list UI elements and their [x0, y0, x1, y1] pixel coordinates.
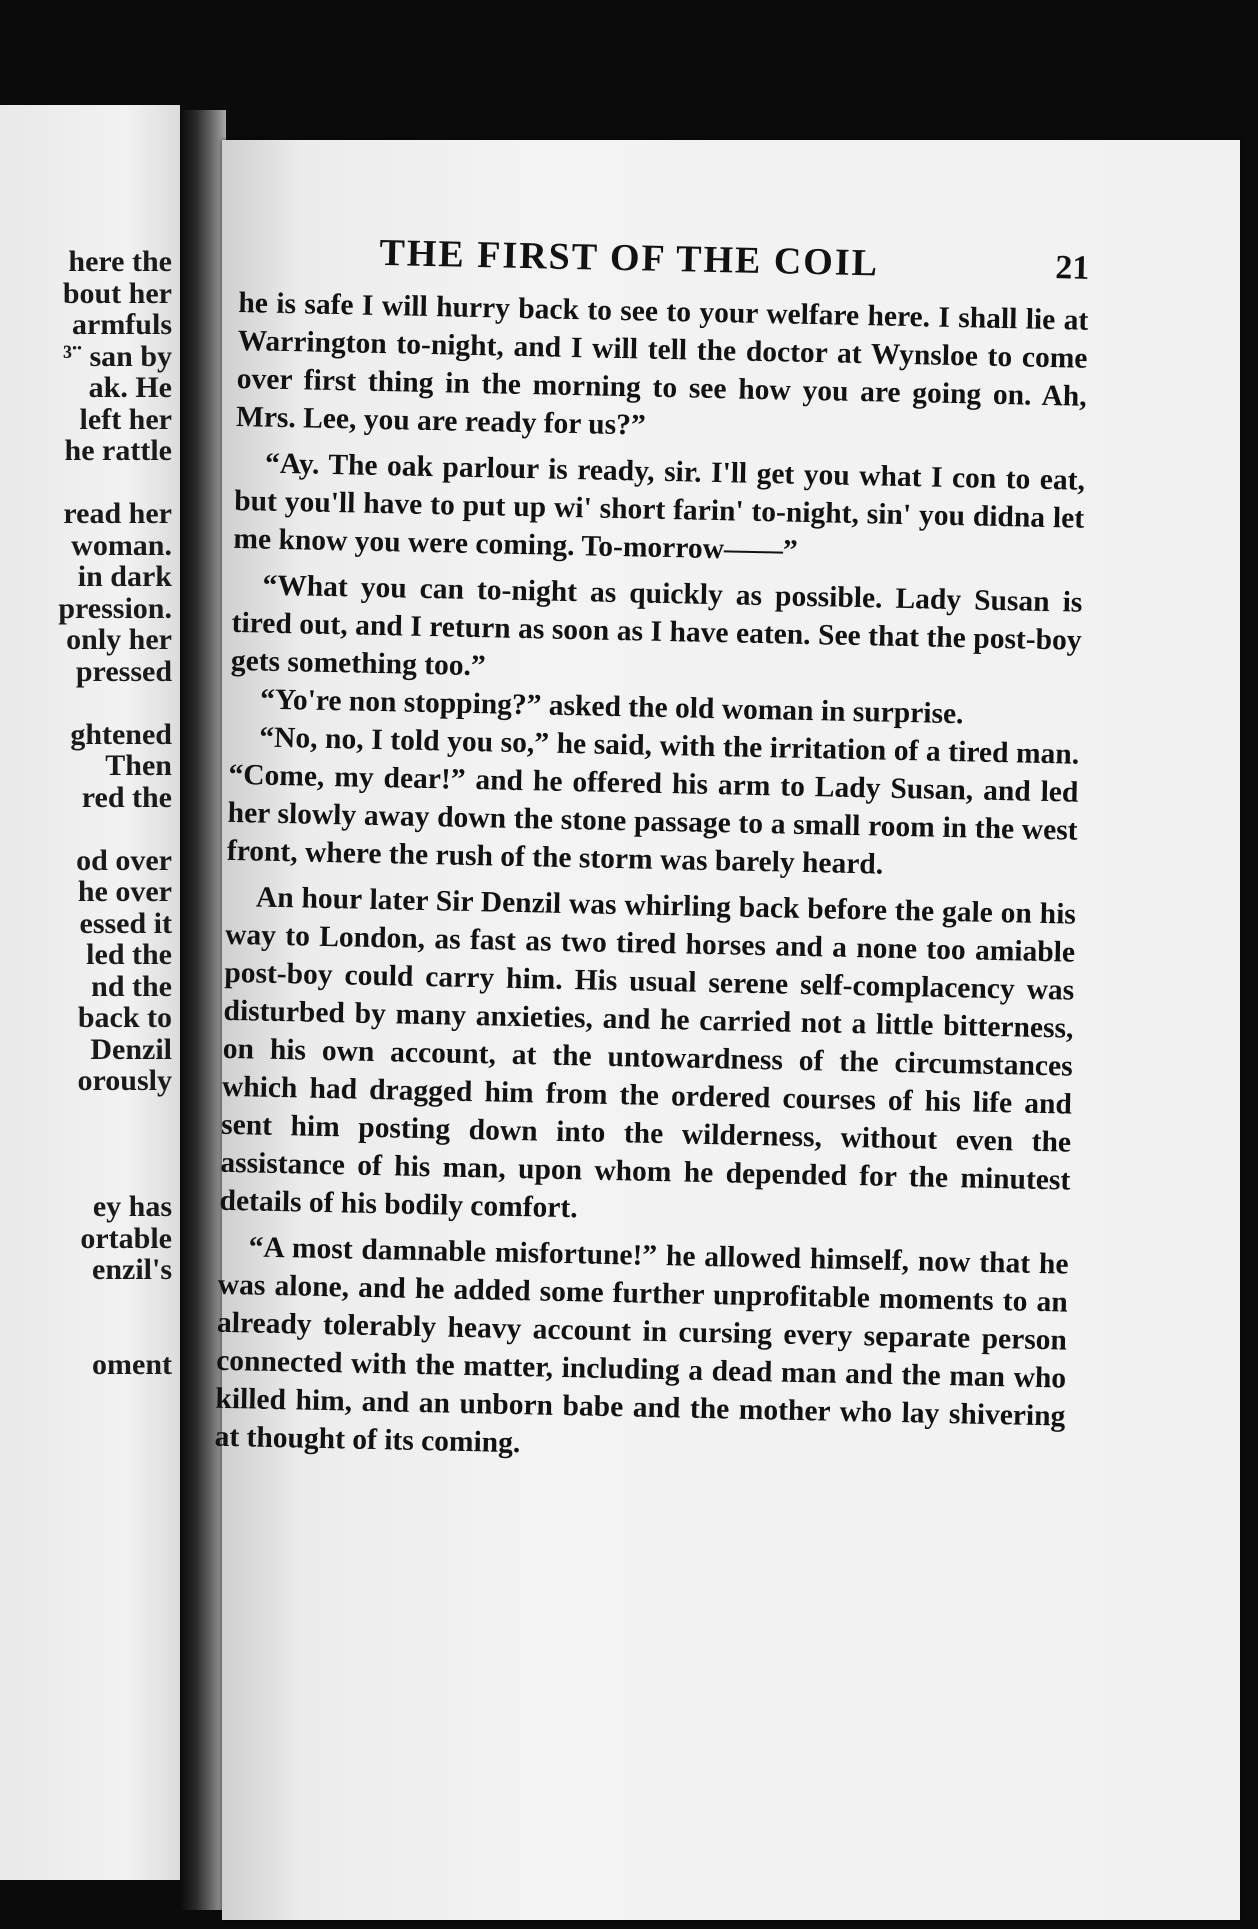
left-page-line: essed it — [79, 906, 172, 940]
left-page-line: oment — [92, 1347, 172, 1381]
left-page-line: he rattle — [64, 434, 172, 467]
right-page — [214, 140, 1240, 1920]
running-head-title: THE FIRST OF THE COIL — [379, 231, 880, 285]
paragraph: “What you can to-night as quickly as possible. Lady Susan is tired out, and I return as soon as I have eaten. See that the post-boy gets something too.” — [230, 569, 1083, 683]
left-page-line: in dark — [77, 560, 172, 593]
left-page-line: left her — [79, 402, 172, 436]
left-page-line: here the — [68, 245, 172, 278]
left-page-line: armfuls — [72, 308, 172, 341]
left-page-line: pressed — [75, 654, 172, 688]
left-page-line: red the — [81, 780, 172, 814]
left-page-line: he over — [77, 875, 172, 908]
left-page-line: only her — [66, 623, 172, 656]
left-page-line: pression. — [58, 591, 172, 625]
left-page-line: ghtened — [70, 717, 172, 751]
left-page-line: back to — [77, 1001, 172, 1034]
left-page-line: ³¨ san by — [62, 339, 172, 373]
page-number: 21 — [1054, 249, 1090, 287]
paragraph: “Yo're non stopping?” asked the old woman in surprise. — [259, 683, 964, 731]
left-page-line: led the — [86, 938, 172, 971]
left-page-line: od over — [76, 843, 172, 877]
paragraph: “Ay. The oak parlour is ready, sir. I'll get you what I con to eat, but you'll have to put up wi' short farin' to-night, sin' you didna let me know you were coming. To-morrow——” — [233, 447, 1086, 567]
left-page-line: ey has — [92, 1190, 172, 1223]
left-page-line: ortable — [80, 1221, 172, 1255]
left-page-line: woman. — [71, 528, 172, 562]
page-text-block — [214, 228, 1090, 1474]
page-gutter-shadow — [180, 110, 226, 1910]
left-page-line: Denzil — [90, 1032, 172, 1066]
paragraph: he is safe I will hurry back to see to your welfare here. I shall lie at Warrington to-night, and I will tell the doctor at Wynsloe to come over first thing in the morning to see how you are going on. Ah, Mrs. Lee, you are ready for us?” — [235, 286, 1089, 442]
left-page-line: Then — [105, 749, 172, 782]
left-page-line: ak. He — [88, 371, 172, 404]
left-page-line: bout her — [62, 276, 172, 310]
left-page-line: orously — [77, 1064, 172, 1097]
paragraph: “No, no, I told you so,” he said, with the irritation of a tired man. “Come, my dear!” and he offered his arm to Lady Susan, and led her slowly away down the stone passage to a small room in the west front, where the rush of the storm was barely heard. — [226, 721, 1080, 881]
paragraph: An hour later Sir Denzil was whirling back before the gale on his way to London, as fast as two tired horses and a none too amiable post-boy could carry him. His usual serene self-complacency was disturbed by many anxieties, and he carried not a little bitterness, on his own account, at the untowardness of the circumstances which had dragged him from the ordered courses of his life and sent him posting down into the wilderness, without even the assistance of his man, upon whom he depended for the minutest details of his bodily comfort. — [219, 881, 1077, 1225]
left-page-line: nd the — [91, 969, 172, 1003]
left-page-line: read her — [63, 497, 172, 530]
left-page — [0, 105, 180, 1880]
paragraph: “A most damnable misfortune!” he allowed himself, now that he was alone, and he added some further unprofitable moments to an already tolerably heavy account in cursing every separate person connected with the matter, including a dead man and the man who killed him, and an unborn babe and the mother who lay shivering at thought of its coming. — [214, 1231, 1069, 1460]
left-page-line: enzil's — [92, 1253, 172, 1286]
